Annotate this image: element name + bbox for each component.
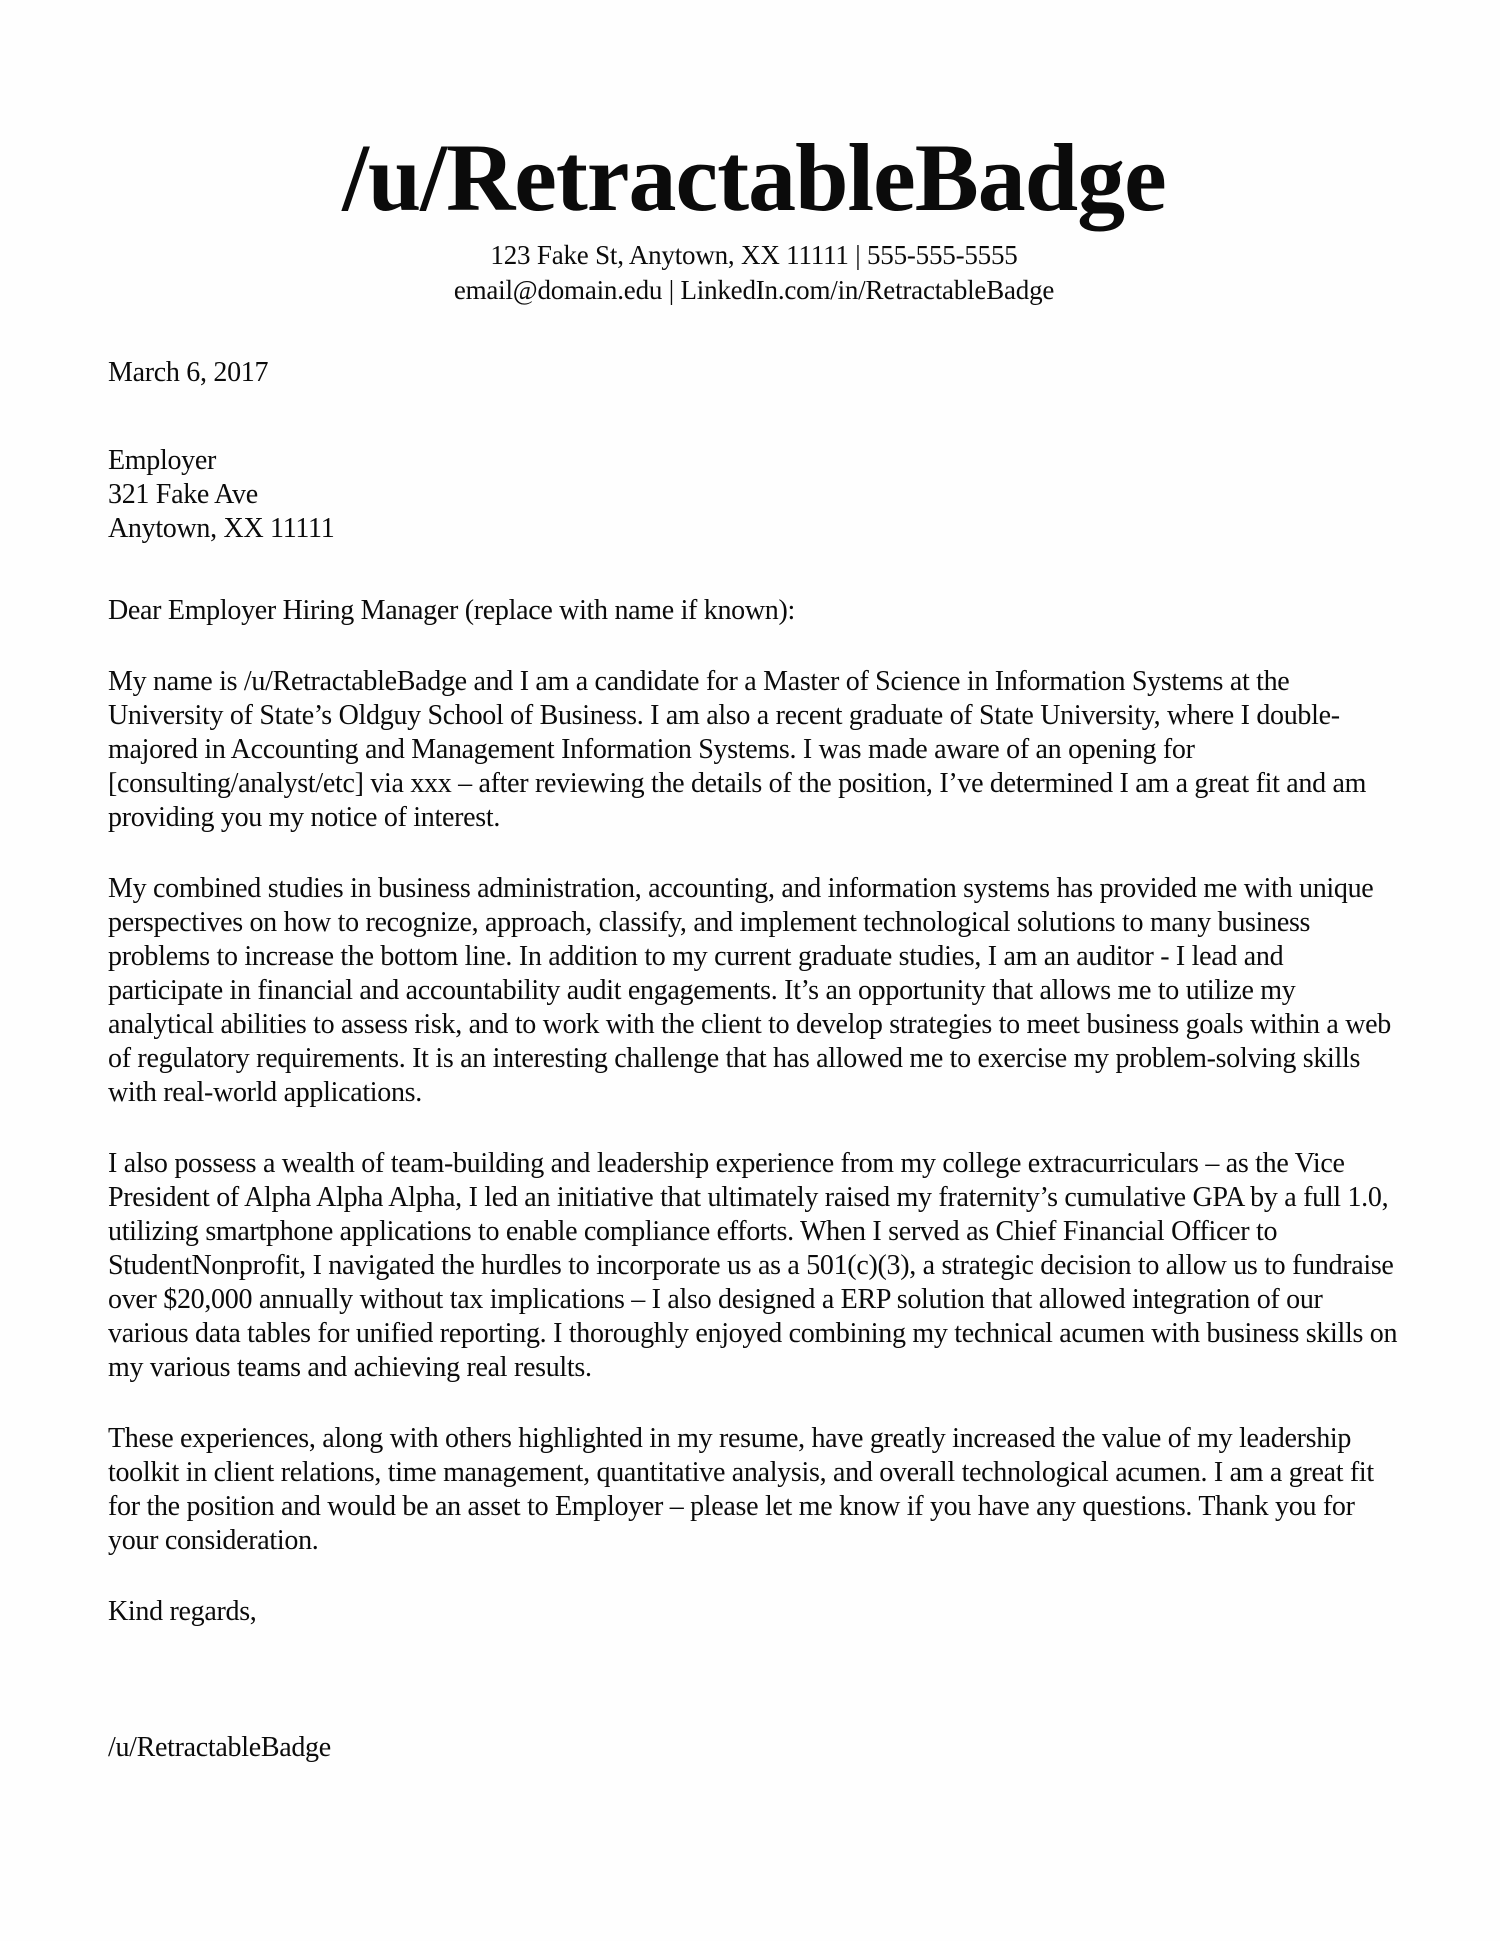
paragraph-leadership-experience: I also possess a wealth of team-building and leadership experience from my college extracurriculars – as the Vice President of Alpha Alpha Alpha, I led an initiative that ultimately raised my fraternity’s cumulative GPA by a full 1.0, utilizing smartphone applications to enable compliance efforts. When I served as Chief Financial Officer to StudentNonprofit, I navigated the hurdles to incorporate us as a 501(c)(3), a strategic decision to allow us to fundraise over $20,000 annually without tax implications – I also designed a ERP solution that allowed integration of our various data tables for unified reporting. I thoroughly enjoyed combining my technical acumen with business skills on my various teams and achieving real results.	[108, 1148, 1398, 1383]
salutation: Dear Employer Hiring Manager (replace with name if known):	[108, 595, 796, 626]
letter-date: March 6, 2017	[108, 357, 269, 388]
candidate-name: /u/RetractableBadge	[342, 124, 1166, 231]
closing-valediction: Kind regards,	[108, 1596, 257, 1627]
recipient-name: Employer	[108, 445, 217, 476]
recipient-city-state-zip: Anytown, XX 11111	[108, 513, 335, 544]
signature-name: /u/RetractableBadge	[108, 1732, 331, 1763]
paragraph-combined-studies: My combined studies in business administration, accounting, and information systems has provided me with unique perspectives on how to recognize, approach, classify, and implement technological solutions to many business problems to increase the bottom line. In addition to my current graduate studies, I am an auditor - I lead and participate in financial and accountability audit engagements. It’s an opportunity that allows me to utilize my analytical abilities to assess risk, and to work with the client to develop strategies to meet business goals within a web of regulatory requirements. It is an interesting challenge that has allowed me to exercise my problem-solving skills with real-world applications.	[108, 873, 1392, 1108]
contact-email-linkedin: email@domain.edu | LinkedIn.com/in/RetractableBadge	[453, 275, 1055, 305]
paragraph-introduction: My name is /u/RetractableBadge and I am a candidate for a Master of Science in Information Systems at the University of State’s Oldguy School of Business. I am also a recent graduate of State University, where I double-majored in Accounting and Management Information Systems. I was made aware of an opening for [consulting/analyst/etc] via xxx – after reviewing the details of the position, I’ve determined I am a great fit and am providing you my notice of interest.	[108, 666, 1367, 833]
contact-address-phone: 123 Fake St, Anytown, XX 11111 | 555-555-5555	[490, 240, 1018, 270]
recipient-street: 321 Fake Ave	[108, 479, 258, 510]
recipient-address-block	[108, 444, 1400, 546]
letter-header	[108, 124, 1400, 308]
paragraph-closing-pitch: These experiences, along with others highlighted in my resume, have greatly increased the value of my leadership toolkit in client relations, time management, quantitative analysis, and overall technological acumen. I am a great fit for the position and would be an asset to Employer – please let me know if you have any questions. Thank you for your consideration.	[108, 1423, 1374, 1556]
